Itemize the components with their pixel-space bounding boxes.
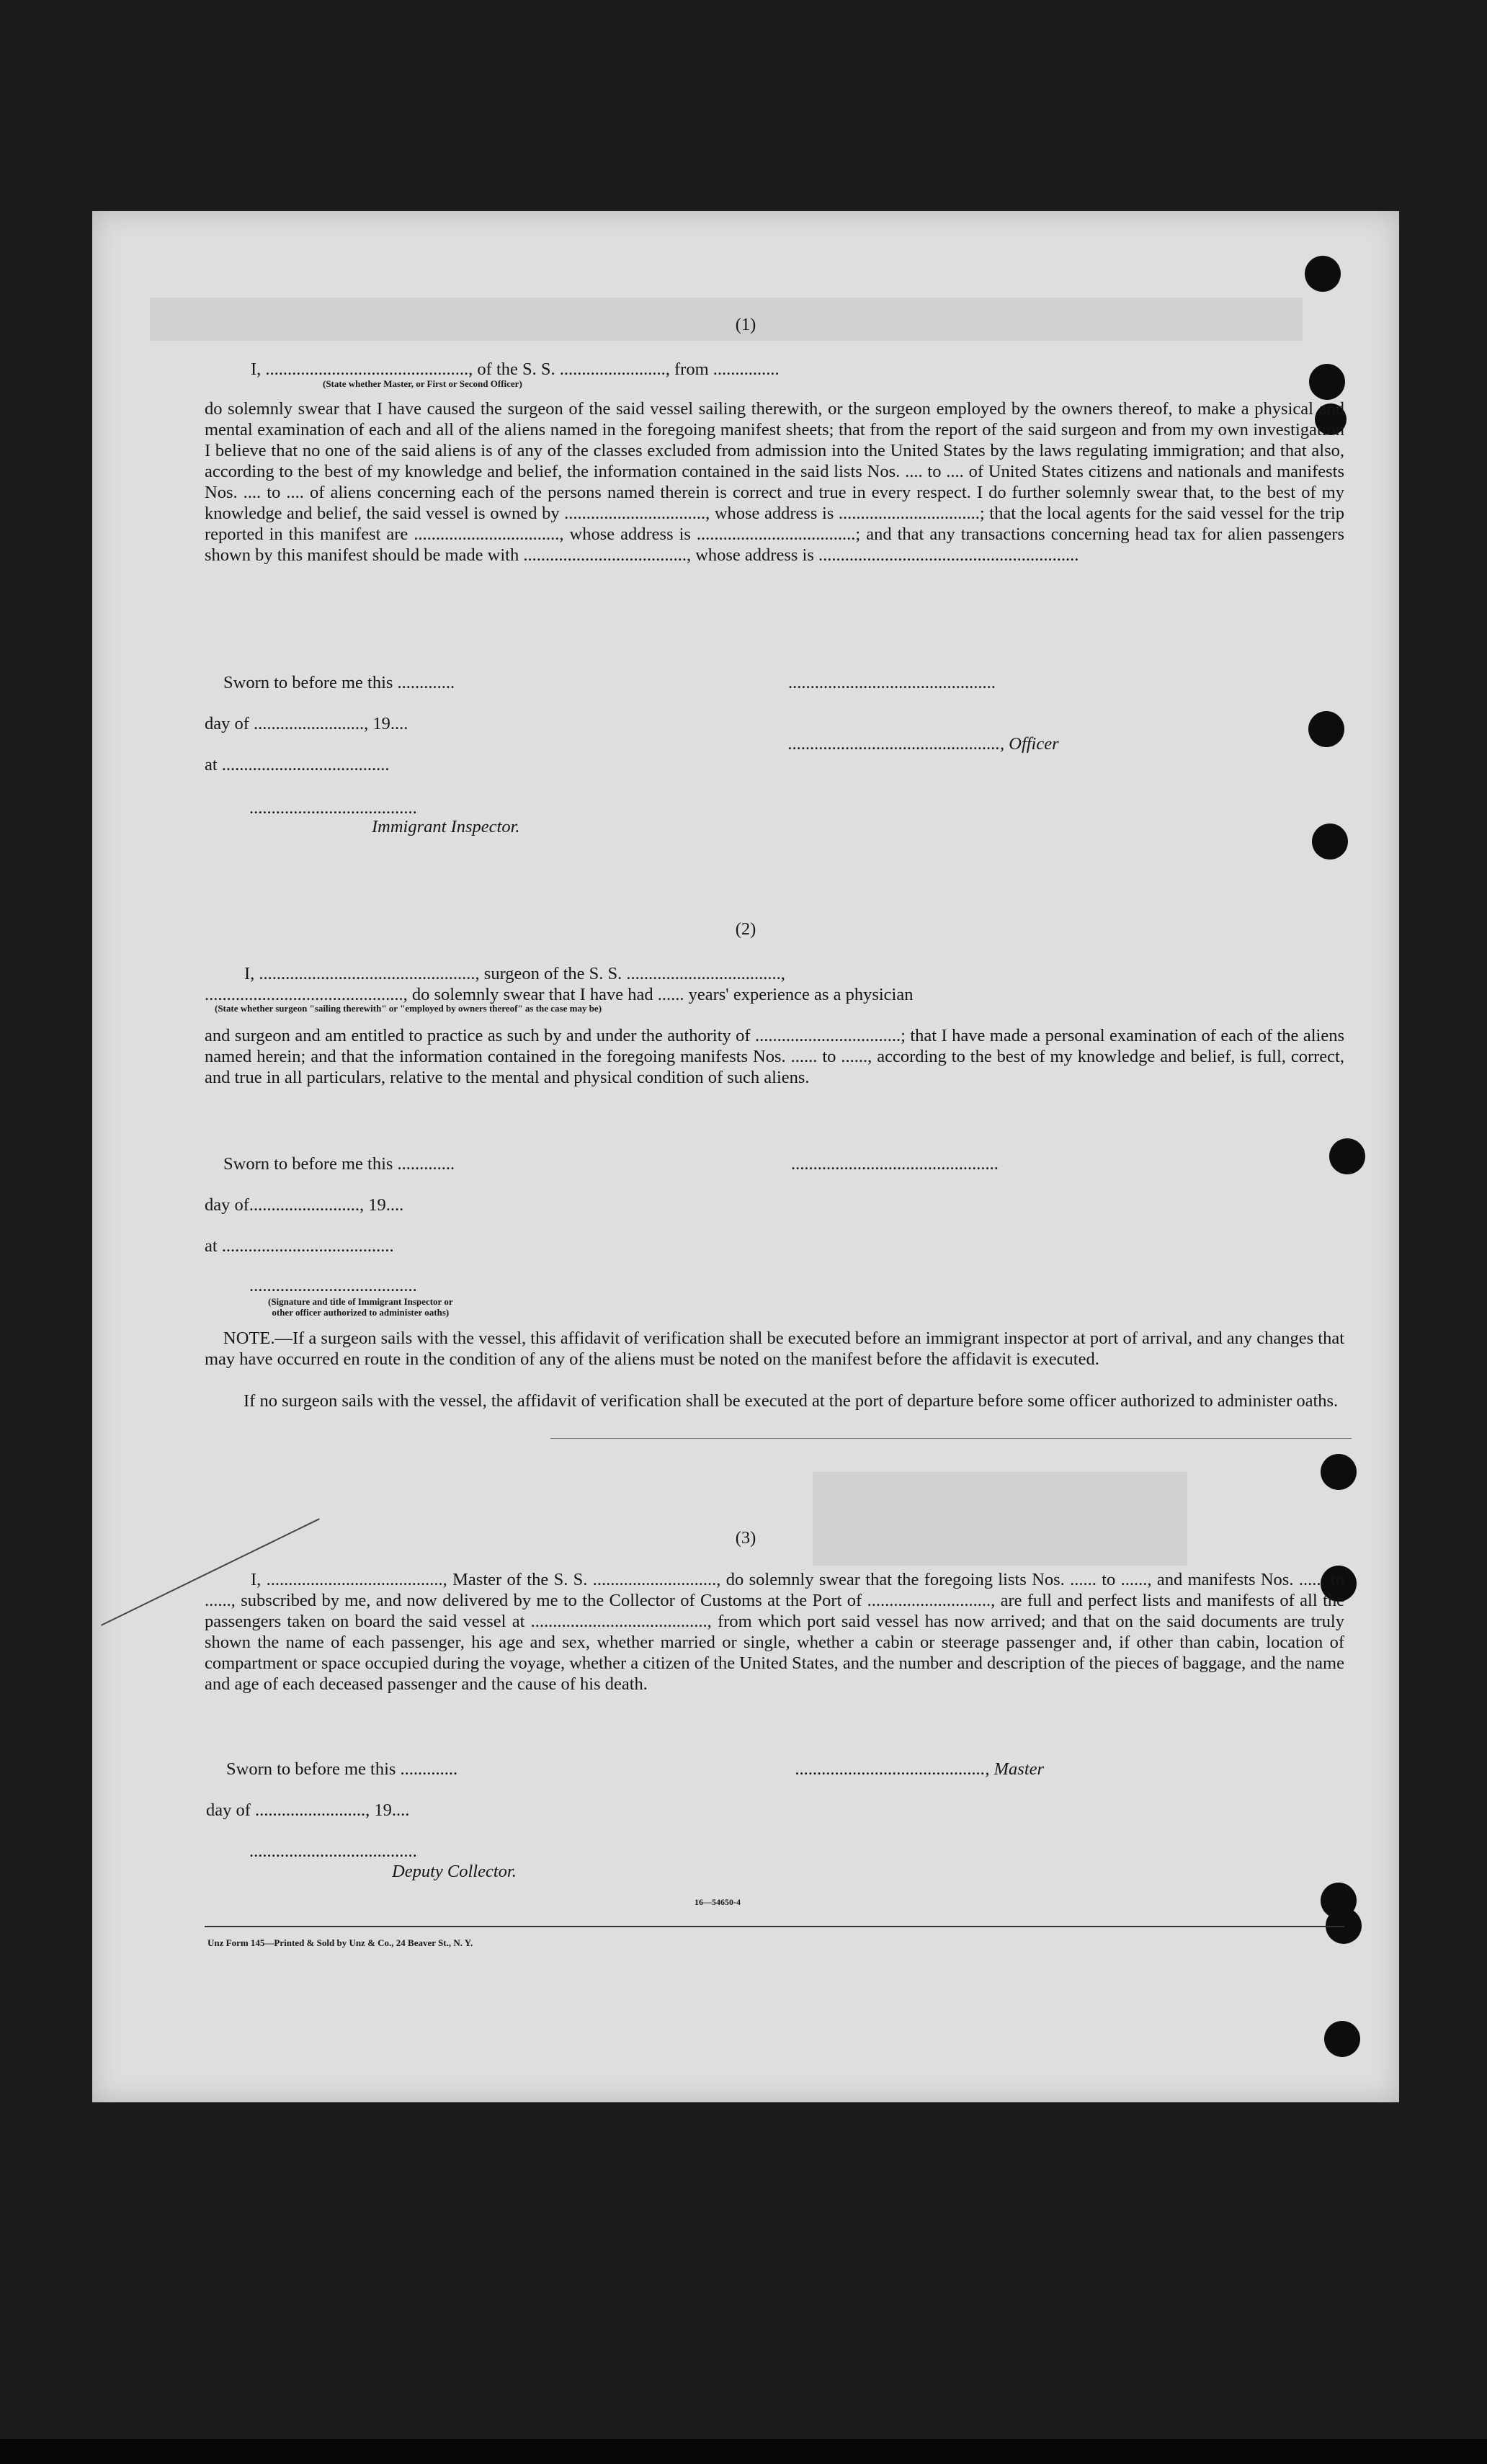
section-3-body: I, ........................................, Master of the S. S. ............................, do solemnly swear that the foregoing lists Nos. ...... to ......, and manifests Nos. ...... to ......, subscribed by me, and now delivered by me to the Collector of Customs at the Port of ............................, are full and perfect lists and manifests of all the passengers taken on board the said vessel at ........................................, from which port said vessel has now arrived; and that on the said documents are truly shown the name of each passenger, his age and sex, whether married or single, whether a cabin or steerage passenger and, if other than cabin, location of compartment or space occupied during the voyage, whether a citizen of the United States, and the number and description of the pieces of baggage, and the name and age of each deceased passenger and the cause of his death.: [205, 1570, 1344, 1694]
bleed-through-smudge: [813, 1472, 1187, 1566]
section-1-sworn: Sworn to before me this .............: [223, 673, 455, 692]
form-number: 16—54650-4: [695, 1897, 741, 1907]
section-1-signature-line: ...............................................: [788, 673, 996, 692]
section-2-signature-line: ...............................................: [791, 1154, 999, 1174]
section-3-collector-title: Deputy Collector.: [392, 1862, 517, 1881]
footer-rule: [205, 1926, 1344, 1927]
section-2-body: and surgeon and am entitled to practice as such by and under the authority of .................................; that I have made a personal examination of each of the aliens named herein; and that the information contained in the foregoing manifests Nos. ...... to ......, according to the best of my knowledge and belief, is full, correct, and true in all particulars, relative to the mental and physical condition of such aliens.: [205, 1026, 1344, 1087]
section-1-intro: I, .............................................., of the S. S. ........................, from ...............: [251, 360, 780, 379]
section-3-collector-line: ......................................: [249, 1842, 417, 1861]
section-1-at: at ......................................: [205, 755, 390, 775]
binding-hole: [1324, 2021, 1360, 2057]
section-2-intro-2: ............................................., do solemnly swear that I have had ...... years' experience as a physician: [205, 985, 914, 1004]
section-1-inspector-line: ......................................: [249, 798, 417, 818]
section-2-intro: I, ................................................., surgeon of the S. S. ...................................,: [244, 964, 785, 983]
section-2-intro-note: (State whether surgeon "sailing therewith" or "employed by owners thereof" as the case may be): [215, 1003, 602, 1014]
section-2-sworn: Sworn to before me this .............: [223, 1154, 455, 1174]
section-1-officer-line: ................................................, Officer: [788, 734, 1059, 754]
section-3-number: (3): [735, 1528, 756, 1548]
section-3-master-line: ..........................................., Master: [795, 1759, 1045, 1779]
section-2-number: (2): [735, 919, 756, 939]
binding-hole: [1321, 1454, 1357, 1490]
section-1-intro-note: (State whether Master, or First or Second Officer): [323, 378, 522, 389]
section-1-number: (1): [735, 315, 756, 334]
film-border: [0, 2439, 1487, 2464]
document-page: [92, 211, 1399, 2102]
section-1-day: day of ........................., 19....: [205, 714, 408, 733]
binding-hole: [1329, 1138, 1365, 1174]
binding-hole: [1305, 256, 1341, 292]
printer-line: Unz Form 145—Printed & Sold by Unz & Co., 24 Beaver St., N. Y.: [207, 1937, 473, 1948]
binding-hole: [1312, 823, 1348, 860]
binding-hole: [1309, 364, 1345, 400]
section-2-note-1: NOTE.—If a surgeon sails with the vessel, this affidavit of verification shall be executed before an immigrant inspector at port of arrival, and any changes that may have occurred en route in the condition of any of the aliens must be noted on the manifest before the affidavit is executed.: [205, 1329, 1344, 1369]
section-2-at: at .......................................: [205, 1236, 394, 1256]
binding-hole: [1308, 711, 1344, 747]
pencil-underline: [550, 1438, 1352, 1439]
section-2-inspector-note: (Signature and title of Immigrant Inspector or other officer authorized to administer oaths): [268, 1296, 453, 1318]
section-3-day: day of ........................., 19....: [206, 1800, 410, 1820]
section-1-inspector-title: Immigrant Inspector.: [372, 817, 520, 836]
section-2-day: day of........................., 19....: [205, 1195, 404, 1215]
section-1-body: do solemnly swear that I have caused the surgeon of the said vessel sailing therewith, or the surgeon employed by the owners thereof, to make a physical and mental examination of each and all of the aliens named in the foregoing manifest sheets; that from the report of the said surgeon and from my own investigation I believe that no one of the said aliens is of any of the classes excluded from admission into the United States by the laws regulating immigration; and that also, according to the best of my knowledge and belief, the information contained in the said lists Nos. .... to .... of United States citizens and nationals and manifests Nos. .... to .... of aliens concerning each of the persons named therein is correct and true in every respect. I do further solemnly swear that, to the best of my knowledge and belief, the said vessel is owned by ................................, whose address is ................................; that the local agents for the said vessel for the trip reported in this manifest are ................................., whose address is ....................................; and that any transactions concerning head tax for alien passengers shown by this manifest should be made with ....................................., whose address is ...........................................................: [205, 399, 1344, 565]
section-2-note-2: If no surgeon sails with the vessel, the affidavit of verification shall be executed at the port of departure before some officer authorized to administer oaths.: [244, 1391, 1339, 1411]
section-2-inspector-line: ......................................: [249, 1276, 417, 1295]
section-3-sworn: Sworn to before me this .............: [226, 1759, 458, 1779]
